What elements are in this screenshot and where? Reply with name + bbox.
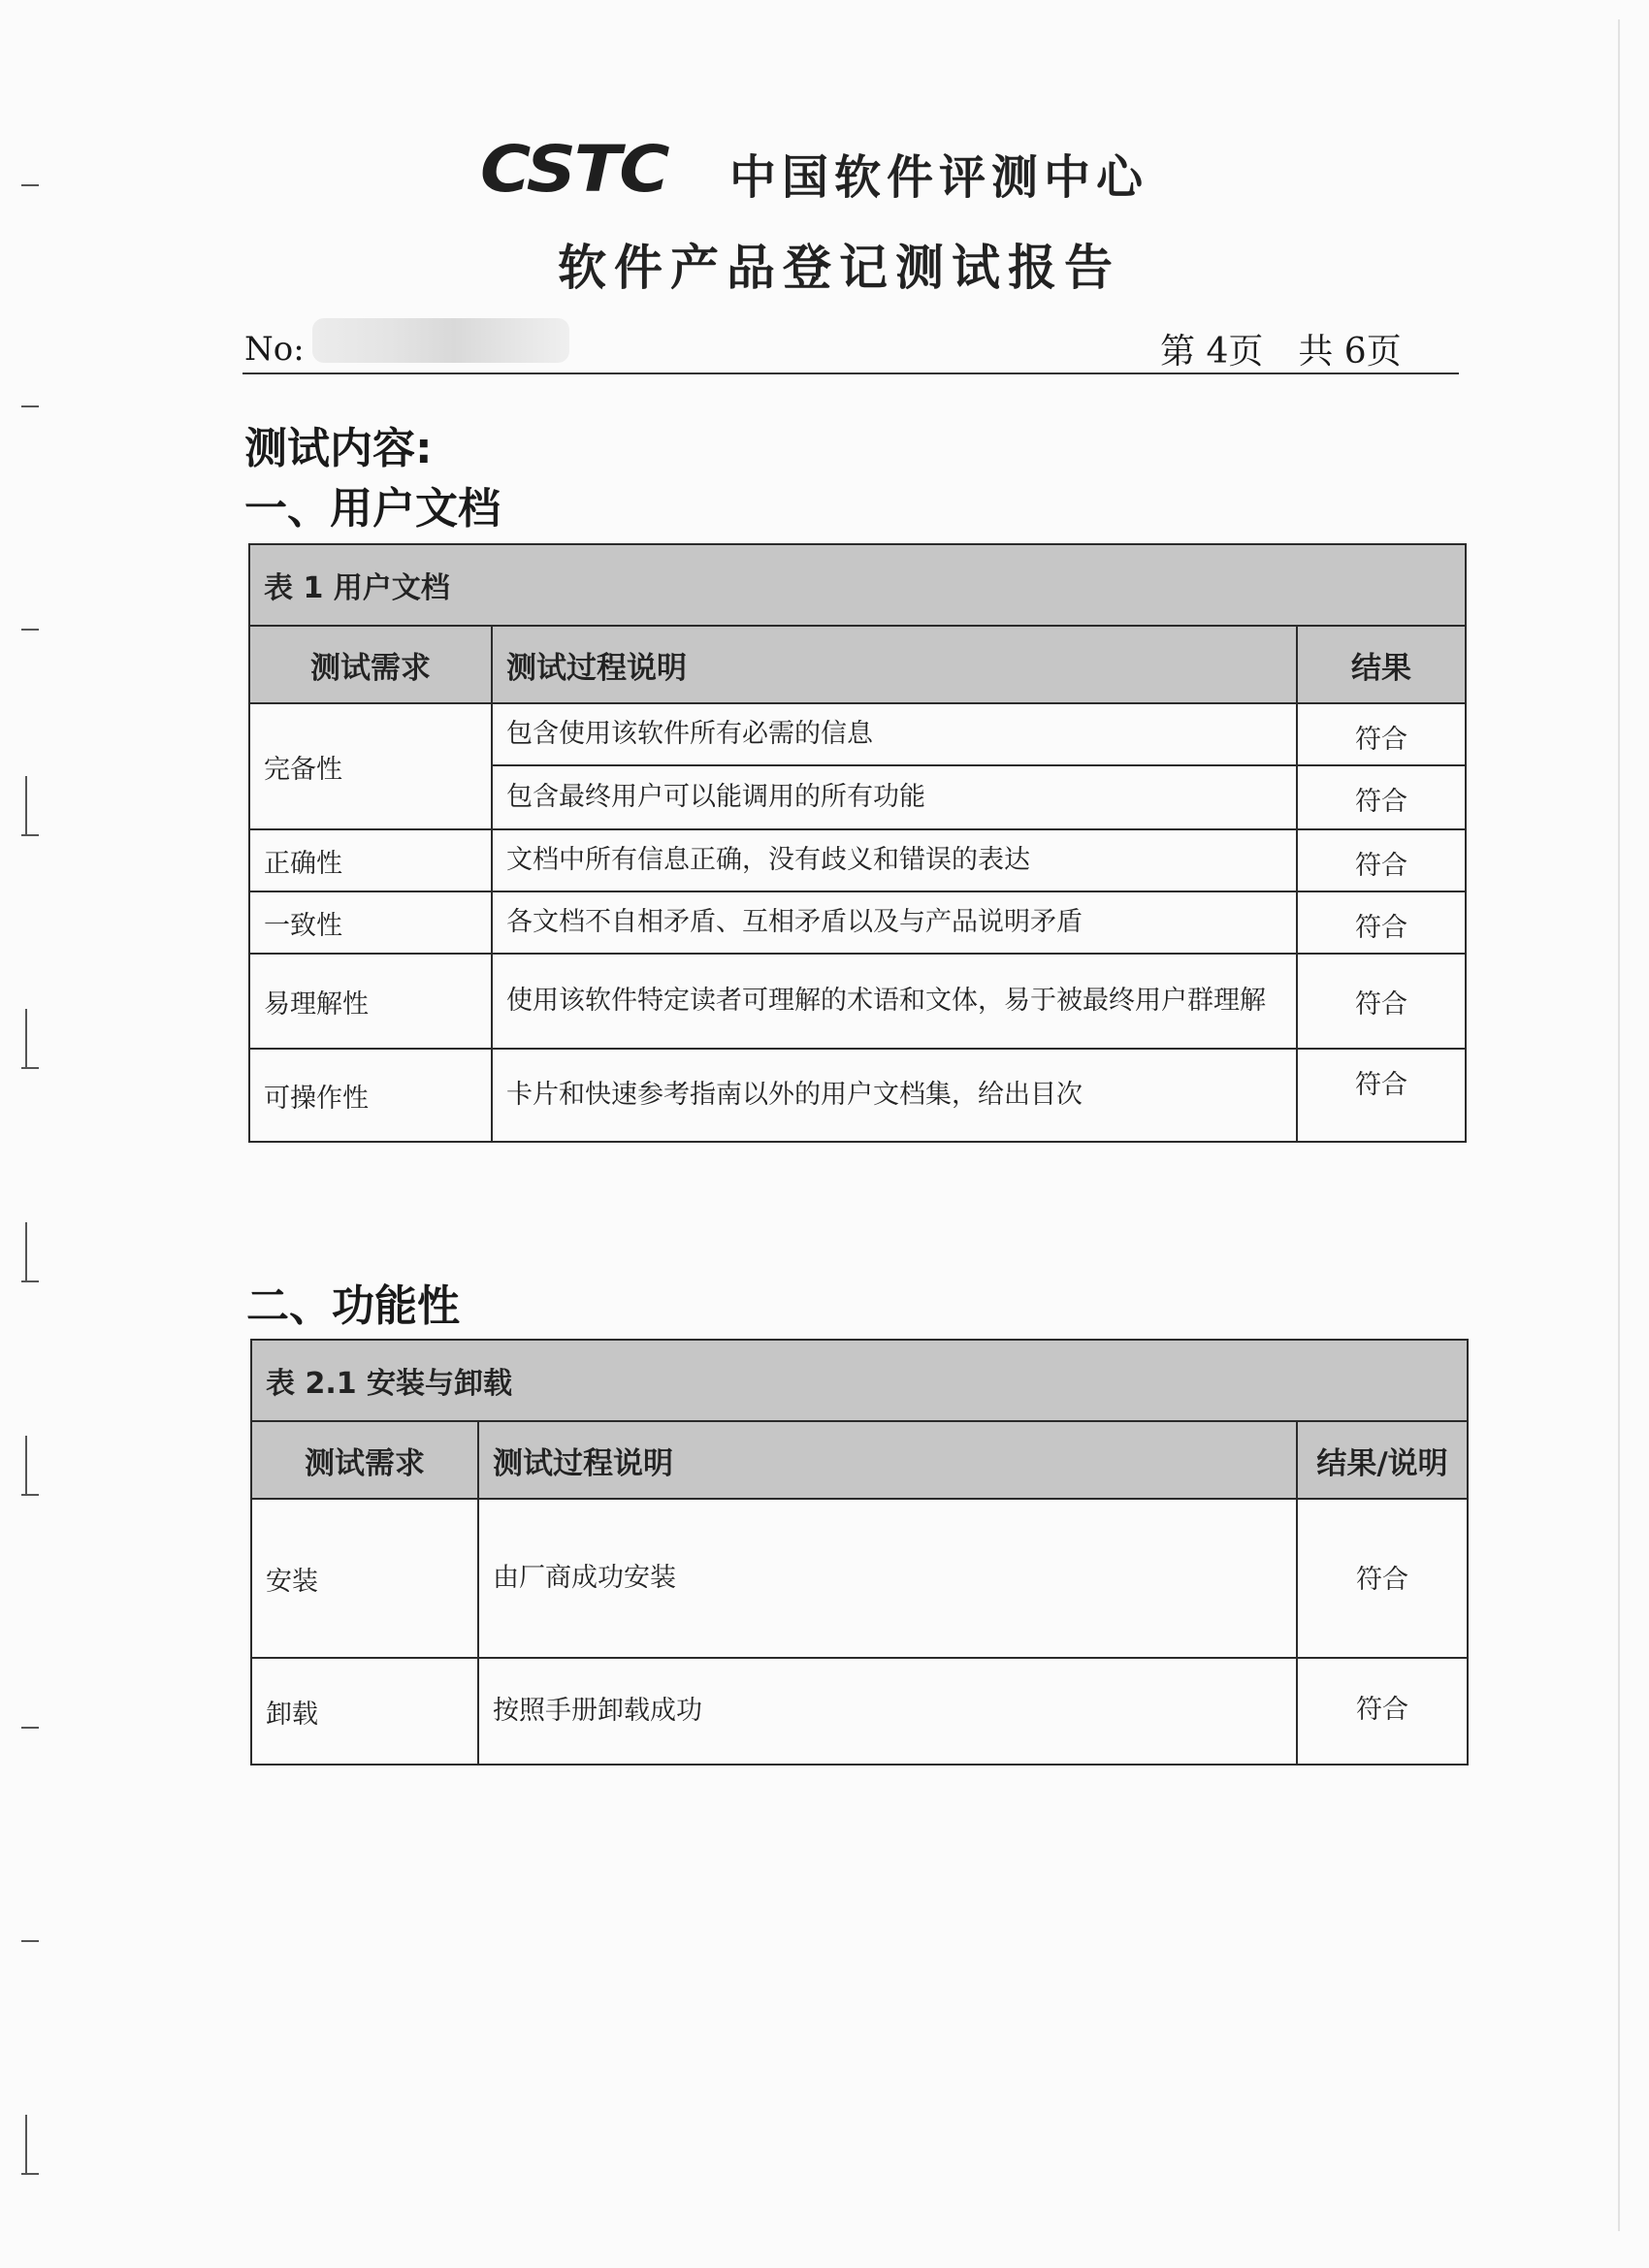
process-cell: 各文档不自相矛盾、互相矛盾以及与产品说明矛盾 [492,891,1297,954]
content-title: 测试内容: [244,424,433,473]
cstc-logo: CSTC [480,132,668,207]
report-title: 软件产品登记测试报告 [558,240,1120,296]
result-cell: 符合 [1297,1499,1468,1658]
result-cell: 符合 [1297,765,1466,829]
process-cell: 包含最终用户可以能调用的所有功能 [492,765,1297,829]
process-cell: 按照手册卸载成功 [478,1658,1297,1765]
process-cell: 文档中所有信息正确，没有歧义和错误的表达 [492,829,1297,891]
redacted-report-number [312,318,569,363]
binding-mark [21,405,39,407]
binding-mark [21,184,39,186]
binding-mark [21,2173,39,2175]
binding-mark [21,1940,39,1942]
table-caption: 表 2.1 安装与卸载 [251,1340,1468,1421]
table-row [251,1658,1468,1765]
table-row [249,829,1466,891]
requirement-cell: 易理解性 [249,954,492,1049]
install-uninstall-table [250,1339,1469,1766]
process-cell: 包含使用该软件所有必需的信息 [492,703,1297,765]
binding-mark [25,2115,27,2173]
requirement-cell: 安装 [251,1499,478,1658]
column-header-requirement: 测试需求 [251,1421,478,1499]
binding-mark [21,1494,39,1496]
column-header-process: 测试过程说明 [492,626,1297,703]
table-caption: 表 1 用户文档 [249,544,1466,626]
table-row [251,1499,1468,1658]
page-edge [1618,19,1620,2231]
binding-mark [21,834,39,836]
section1-title: 一、用户文档 [244,484,501,534]
result-cell: 符合 [1297,829,1466,891]
center-name: 中国软件评测中心 [729,150,1149,205]
binding-mark [25,1222,27,1280]
header-rule [242,373,1459,374]
column-header-result: 结果/说明 [1297,1421,1468,1499]
table-row [249,954,1466,1049]
binding-mark [21,1280,39,1282]
report-number-label: No: [244,330,305,369]
result-cell: 符合 [1297,891,1466,954]
table-row [249,703,1466,765]
column-header-result: 结果 [1297,626,1466,703]
binding-mark [21,1067,39,1069]
result-cell: 符合 [1297,1049,1466,1142]
binding-mark [25,776,27,834]
table-row [249,1049,1466,1142]
result-cell: 符合 [1297,954,1466,1049]
column-header-requirement: 测试需求 [249,626,492,703]
requirement-cell: 可操作性 [249,1049,492,1142]
table-row [249,891,1466,954]
requirement-cell: 正确性 [249,829,492,891]
binding-mark [21,1727,39,1729]
section2-title: 二、功能性 [246,1281,460,1331]
result-cell: 符合 [1297,1658,1468,1765]
user-docs-table [248,543,1467,1143]
requirement-cell: 卸载 [251,1658,478,1765]
requirement-cell: 一致性 [249,891,492,954]
requirement-cell: 完备性 [249,703,492,829]
process-cell: 使用该软件特定读者可理解的术语和文体，易于被最终用户群理解 [492,954,1297,1049]
binding-mark [25,1436,27,1494]
page-number: 第 4页 共 6页 [1160,332,1402,372]
process-cell: 由厂商成功安装 [478,1499,1297,1658]
binding-mark [25,1009,27,1067]
column-header-process: 测试过程说明 [478,1421,1297,1499]
process-cell: 卡片和快速参考指南以外的用户文档集，给出目次 [492,1049,1297,1142]
binding-mark [21,629,39,631]
result-cell: 符合 [1297,703,1466,765]
